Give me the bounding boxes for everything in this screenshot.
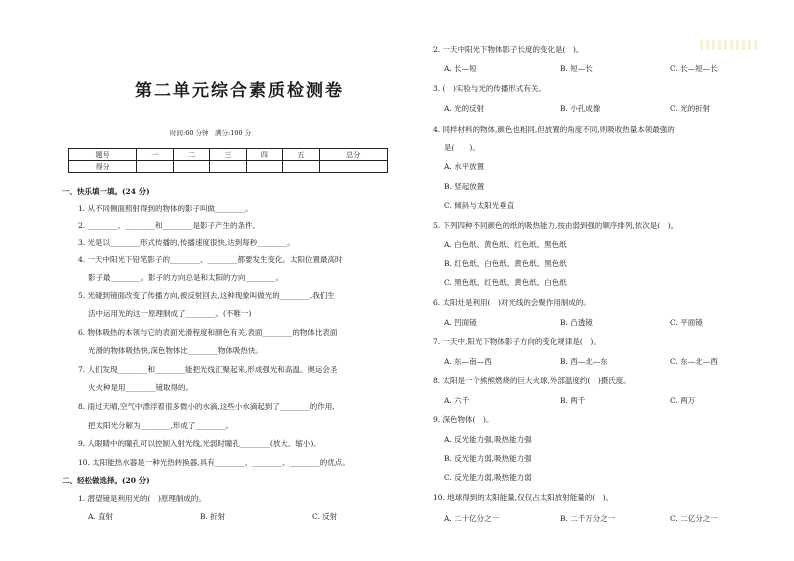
option-c[interactable]: C. 两万: [670, 396, 696, 405]
question-line: 9. 人眼睛中的瞳孔可以控制入射光线,光弱时瞳孔________(放大、缩小)。: [78, 439, 321, 448]
question-line: 8. 雨过天晴,空气中漂浮着很多微小的水滴,这些小水滴起到了________的作用,: [78, 402, 335, 411]
option-c[interactable]: C. 平面镜: [670, 318, 703, 327]
score-input-cell[interactable]: [246, 161, 282, 173]
option-b[interactable]: B. 竖起放置: [444, 182, 485, 191]
option-b[interactable]: B. 小孔成像: [560, 104, 601, 113]
question-line: 9. 深色物体( )。: [433, 415, 494, 424]
option-b[interactable]: B. 二千万分之一: [560, 514, 616, 523]
score-cell: 总分: [319, 149, 387, 161]
option-c[interactable]: C. 黑色纸、红色纸、黄色纸、白色纸: [444, 278, 567, 287]
option-b[interactable]: B. 红色纸、白色纸、黄色纸、黑色纸: [444, 259, 567, 268]
page-title: 第二单元综合素质检测卷: [135, 81, 344, 101]
option-a[interactable]: A. 光的反射: [444, 104, 485, 113]
score-table-header-row: [69, 149, 388, 161]
scan-artifact: [700, 40, 760, 50]
question-line: 7. 人们发现________和________能把光线汇聚起来,形成强光和高温。奥运会圣: [78, 365, 338, 374]
score-cell: 一: [137, 149, 173, 161]
option-c[interactable]: C. 长—短—长: [670, 64, 718, 73]
score-table-score-row: [69, 161, 388, 173]
section-heading: 一、快乐填一填。(24 分): [62, 187, 150, 196]
section-heading: 二、轻松做选择。(20 分): [62, 476, 150, 485]
question-line: 把太阳光分解为________,形成了________。: [88, 421, 233, 430]
score-cell: 四: [246, 149, 282, 161]
question-line: 5. 光碰到镜面改变了传播方向,被反射回去,这种现象叫做光的________,我们生: [78, 291, 335, 300]
score-cell: 五: [283, 149, 319, 161]
option-a[interactable]: A. 凹面镜: [444, 318, 477, 327]
option-b[interactable]: B. 西—北—东: [560, 357, 608, 366]
question-line: 1. 潜望镜是利用光的( )原理制成的。: [78, 494, 206, 503]
question-line: 6. 物体吸热的本领与它的表面光滑程度和颜色有关,表面________的物体比表面: [78, 328, 338, 337]
question-line: 火火种是用________镜取得的。: [88, 383, 193, 392]
option-c[interactable]: C. 反射: [312, 512, 338, 521]
score-input-cell[interactable]: [210, 161, 246, 173]
question-line: 光滑的物体吸热快,深色物体比________物体吸热快。: [88, 346, 263, 355]
option-b[interactable]: B. 短—长: [560, 64, 593, 73]
question-line: 3. 光是以________形式传播的,传播速度很快,达到每秒________。: [78, 238, 295, 247]
score-cell: 得分: [69, 161, 137, 173]
option-a[interactable]: A. 直射: [88, 512, 114, 521]
option-c[interactable]: C. 二亿分之一: [670, 514, 718, 523]
question-line: 10. 地球得到的太阳能量,仅仅占太阳放射能量的( )。: [433, 493, 614, 502]
score-input-cell[interactable]: [283, 161, 319, 173]
question-line: 是( )。: [444, 143, 480, 152]
option-b[interactable]: B. 反光能力弱,吸热能力强: [444, 454, 532, 463]
exam-meta: 时间:60 分钟 满分:100 分: [170, 129, 252, 137]
score-cell: 二: [173, 149, 209, 161]
question-line: 影子最________。影子的方向总是和太阳的方向________。: [88, 273, 283, 282]
option-a[interactable]: A. 长—短: [444, 64, 477, 73]
question-line: 3. ( )实验与光的传播形式有关。: [433, 84, 546, 93]
question-line: 4. 同样材料的物体,颜色也相同,但放置的角度不同,则吸收热量本领最强的: [433, 125, 675, 134]
option-a[interactable]: A. 二十亿分之一: [444, 514, 500, 523]
option-a[interactable]: A. 东—南—西: [444, 357, 492, 366]
option-a[interactable]: A. 白色纸、黄色纸、红色纸、黑色纸: [444, 240, 567, 249]
score-input-cell[interactable]: [319, 161, 387, 173]
option-b[interactable]: B. 两千: [560, 396, 586, 405]
question-line: 5. 下列四种不同颜色的纸的吸热能力,按由弱到强的顺序排列,依次是( )。: [433, 221, 679, 230]
option-c[interactable]: C. 东—北—西: [670, 357, 718, 366]
score-table: [68, 148, 388, 173]
option-a[interactable]: A. 六千: [444, 396, 470, 405]
option-c[interactable]: C. 反光能力弱,吸热能力弱: [444, 473, 532, 482]
option-a[interactable]: A. 反光能力强,吸热能力强: [444, 435, 532, 444]
option-b[interactable]: B. 折射: [200, 512, 226, 521]
option-c[interactable]: C. 倾斜与太阳光垂直: [444, 201, 515, 210]
question-line: 1. 从不同侧面照射得到的物体的影子叫做________。: [78, 204, 253, 213]
question-line: 8. 太阳是一个熊熊燃烧的巨大火球,外部温度约( )摄氏度。: [433, 376, 631, 385]
option-a[interactable]: A. 水平放置: [444, 162, 485, 171]
question-line: 2. ________、________和________是影子产生的条件。: [78, 221, 261, 230]
question-line: 4. 一天中阳光下铅笔影子的________、________都要发生变化。太阳位置最高时: [78, 255, 343, 264]
option-c[interactable]: C. 光的折射: [670, 104, 711, 113]
score-input-cell[interactable]: [137, 161, 173, 173]
score-input-cell[interactable]: [173, 161, 209, 173]
score-cell: 题号: [69, 149, 137, 161]
question-line: 10. 太阳能热水器是一种光热转换器,具有________、________、________的优点。: [78, 458, 350, 467]
question-line: 7. 一天中,阳光下物体影子方向的变化规律是( )。: [433, 337, 601, 346]
question-line: 活中运用光的这一原理制成了________。(不唯一): [88, 309, 252, 318]
question-line: 6. 太阳灶是利用( )对光线的会聚作用制成的。: [433, 298, 591, 307]
option-b[interactable]: B. 凸透镜: [560, 318, 593, 327]
score-cell: 三: [210, 149, 246, 161]
question-line: 2. 一天中阳光下物体影子长度的变化是( )。: [433, 45, 584, 54]
